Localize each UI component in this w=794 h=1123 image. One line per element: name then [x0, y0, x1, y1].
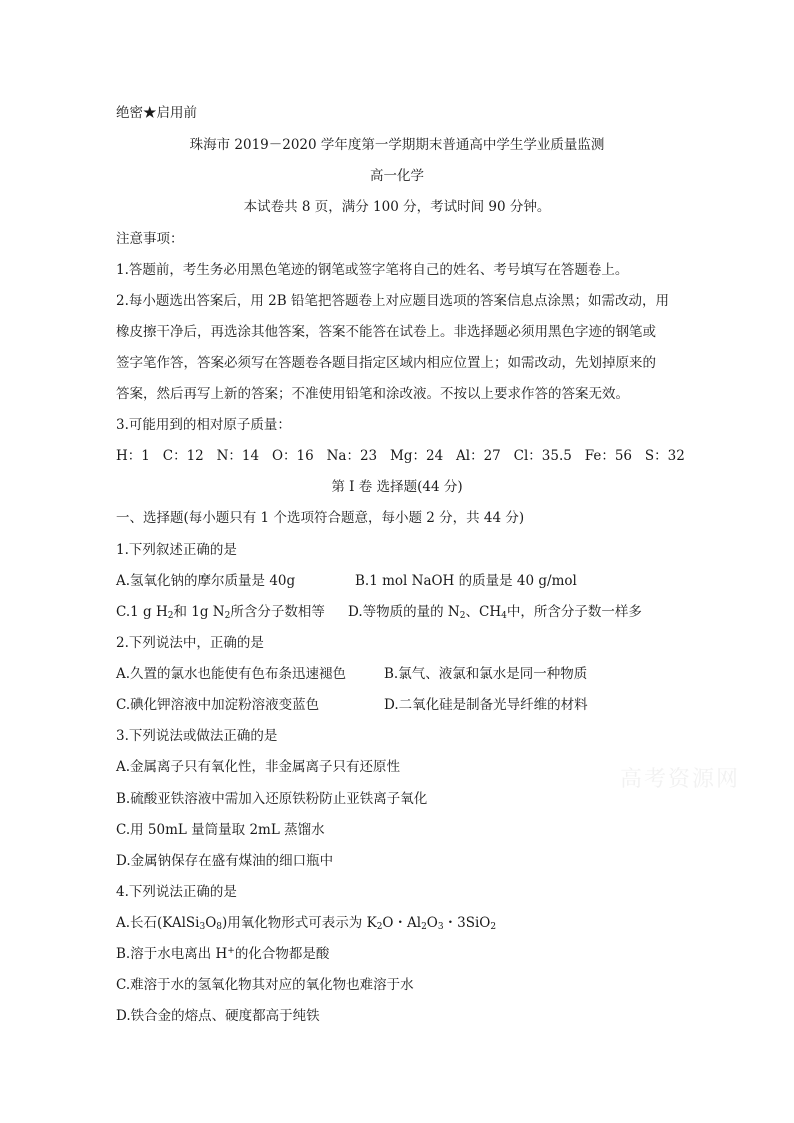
q3-option-c: C.用 50mL 量筒量取 2mL 蒸馏水 — [116, 822, 325, 838]
note-2-line-4: 答案，然后再写上新的答案；不准使用铅笔和涂改液。不按以上要求作答的答案无效。 — [116, 386, 629, 402]
q1-option-d: D.等物质的量的 $N_2$、$CH_4$中，所含分子数一样多 — [348, 604, 642, 621]
q1-stem: 1.下列叙述正确的是 — [116, 542, 237, 558]
q2-option-c: C.碘化钾溶液中加淀粉溶液变蓝色 — [116, 697, 320, 713]
q4-option-c: C.难溶于水的氢氧化物其对应的氧化物也难溶于水 — [116, 977, 414, 993]
q2-option-a: A.久置的氯水也能使有色布条迅速褪色 — [116, 666, 347, 682]
note-3: 3.可能用到的相对原子质量： — [116, 417, 291, 433]
q3-option-b: B.硫酸亚铁溶液中需加入还原铁粉防止亚铁离子氧化 — [116, 791, 428, 807]
q4-option-b: B.溶于水电离出 H+的化合物都是酸 — [116, 946, 330, 962]
section-title: 第 I 卷 选择题(44 分) — [331, 479, 463, 495]
q3-option-a: A.金属离子只有氧化性，非金属离子只有还原性 — [116, 759, 401, 775]
note-2-line-3: 签字笔作答，答案必须写在答题卷各题目指定区域内相应位置上；如需改动，先划掉原来的 — [116, 355, 656, 371]
q3-option-d: D.金属钠保存在盛有煤油的细口瓶中 — [116, 853, 334, 869]
subject-title: 高一化学 — [370, 168, 424, 184]
note-1: 1.答题前，考生务必用黑色笔迹的钢笔或签字笔将自己的姓名、考号填写在答题卷上。 — [116, 262, 629, 278]
q1-option-b: B.1 mol NaOH 的质量是 40 g/mol — [355, 573, 577, 589]
exam-info: 本试卷共 8 页，满分 100 分，考试时间 90 分钟。 — [243, 199, 551, 215]
q4-option-a: A.长石$(KAlSi_3O_8)$用氧化物形式可表示为 $K_2O$・$Al_2O_3$・3SiO$_2$ — [116, 915, 497, 932]
q2-option-d: D.二氧化硅是制备光导纤维的材料 — [384, 697, 588, 713]
q2-stem: 2.下列说法中，正确的是 — [116, 635, 264, 651]
section-instruction: 一、选择题(每小题只有 1 个选项符合题意，每小题 2 分，共 44 分) — [116, 510, 525, 526]
q4-option-d: D.铁合金的熔点、硬度都高于纯铁 — [116, 1008, 320, 1024]
q1-option-a: A.氢氧化钠的摩尔质量是 40g — [116, 573, 296, 589]
notes-heading: 注意事项： — [116, 231, 184, 247]
q4-stem: 4.下列说法正确的是 — [116, 884, 237, 900]
exam-title: 珠海市 2019－2020 学年度第一学期期末普通高中学生学业质量监测 — [189, 137, 605, 153]
atomic-masses: H：1 C：12 N：14 O：16 Na：23 Mg：24 Al：27 Cl：35.5 Fe：56 S：32 — [116, 448, 685, 464]
watermark-text: 高考资源网 — [620, 767, 741, 792]
q3-stem: 3.下列说法或做法正确的是 — [116, 728, 278, 744]
note-2-line-2: 橡皮擦干净后，再选涂其他答案，答案不能答在试卷上。非选择题必须用黑色字迹的钢笔或 — [116, 324, 656, 340]
q2-option-b: B.氯气、液氯和氯水是同一种物质 — [384, 666, 588, 682]
secret-label: 绝密★启用前 — [116, 105, 197, 121]
note-2-line-1: 2.每小题选出答案后，用 2B 铅笔把答题卷上对应题目选项的答案信息点涂黑；如需改动，用 — [116, 293, 669, 309]
q1-option-c: C.1 g $H_2$和 1g $N_2$所含分子数相等 — [116, 604, 325, 621]
